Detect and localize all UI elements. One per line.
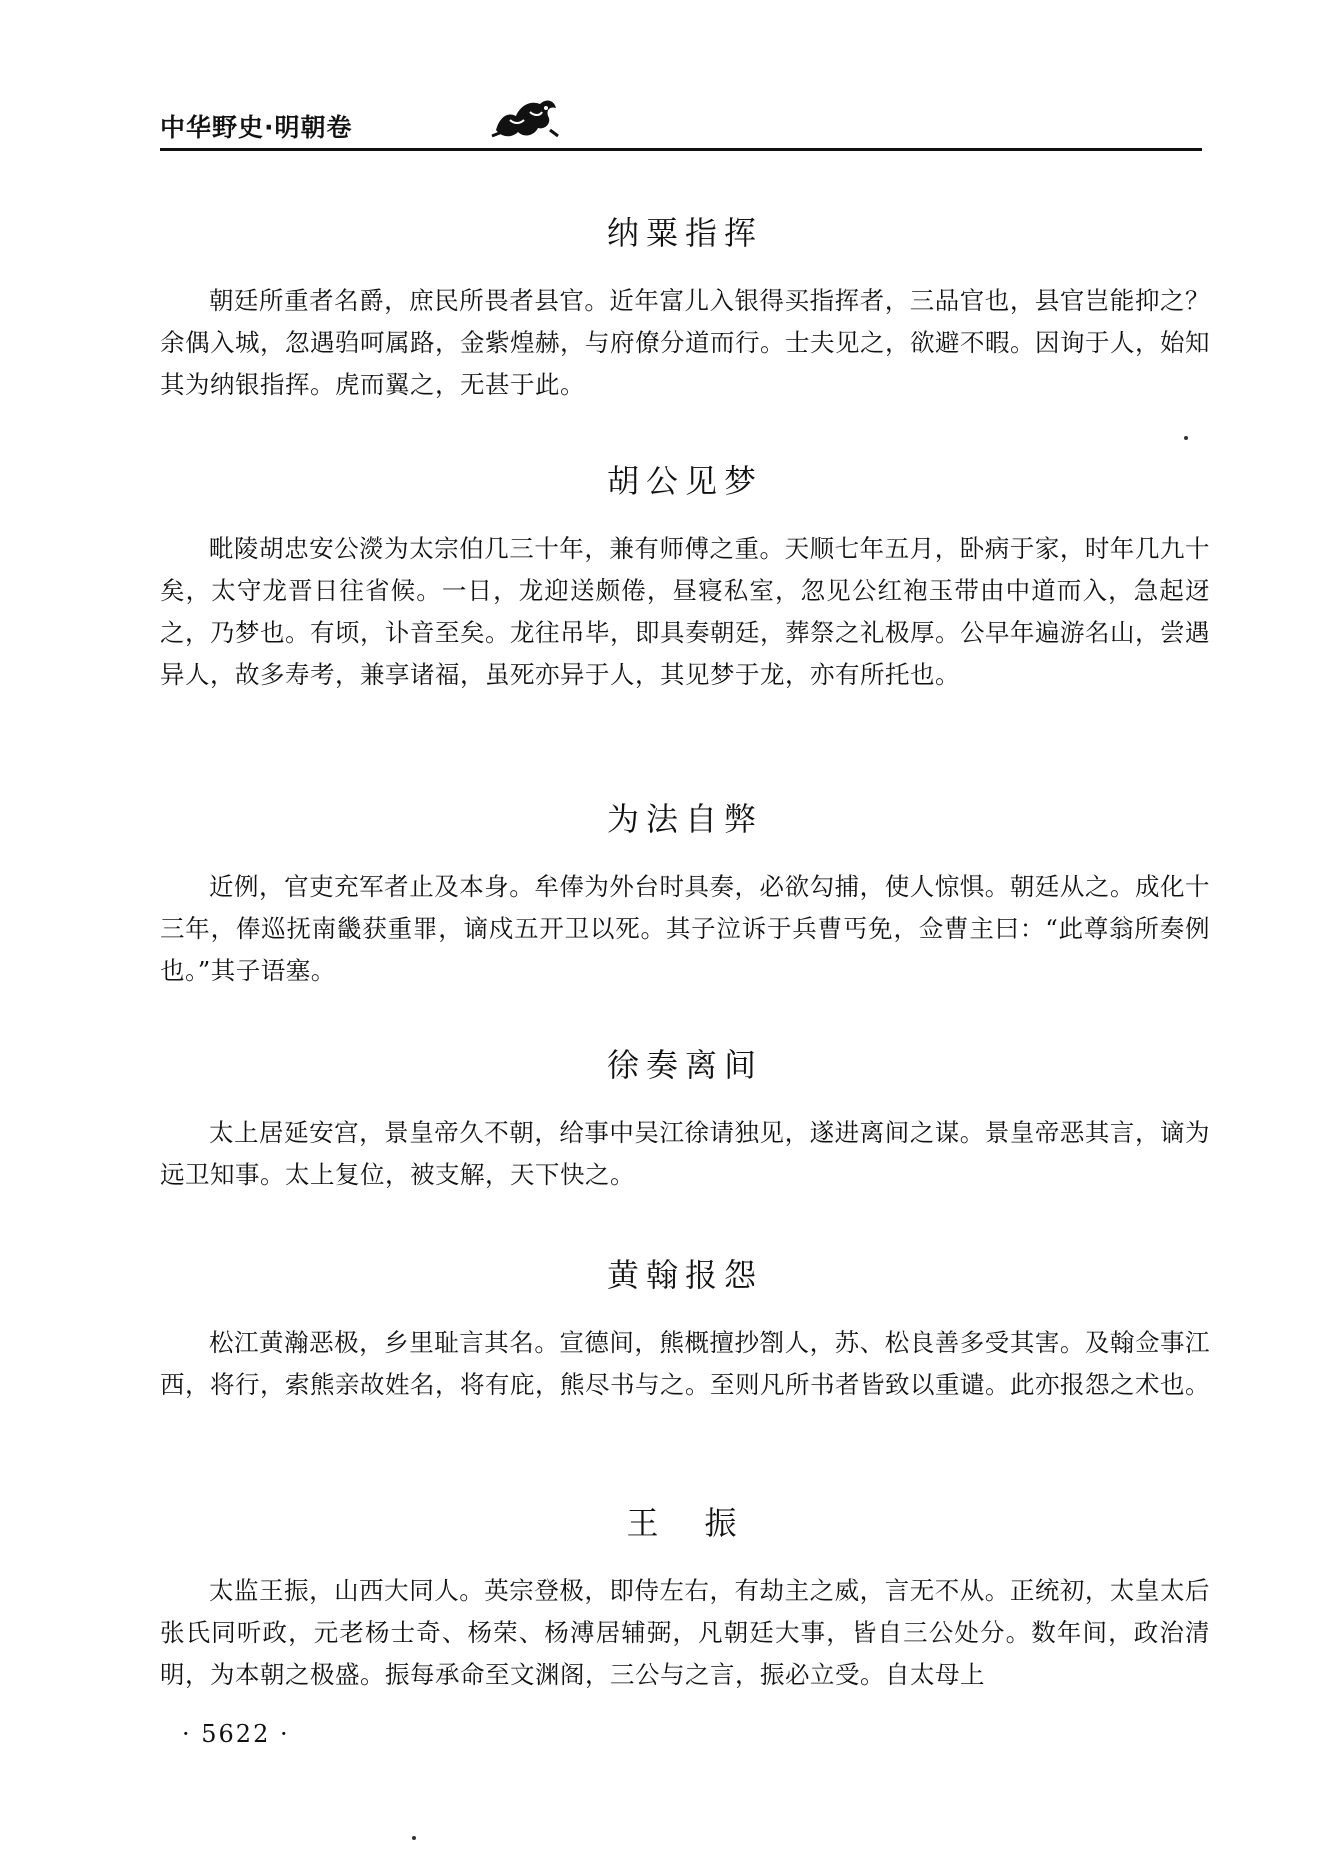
- section-paragraph: 近例，官吏充军者止及本身。牟俸为外台时具奏，必欲勾捕，使人惊惧。朝廷从之。成化十三年，俸巡抚南畿获重罪，谪戍五开卫以死。其子泣诉于兵曹丐免，佥曹主曰：“此尊翁所奏例也。”其子语塞。: [160, 872, 1210, 985]
- section-paragraph: 毗陵胡忠安公濙为太宗伯几三十年，兼有师傅之重。天顺七年五月，卧病于家，时年几九十矣，太守龙晋日往省候。一日，龙迎送颇倦，昼寝私室，忽见公红袍玉带由中道而入，急起迓之，乃梦也。有顷，讣音至矣。龙往吊毕，即具奏朝廷，葬祭之礼极厚。公早年遍游名山，尝遇异人，故多寿考，兼享诸福，虽死亦异于人，其见梦于龙，亦有所托也。: [160, 534, 1210, 689]
- section-title: 黄翰报怨: [606, 1256, 763, 1294]
- section-title: 王 振: [626, 1504, 744, 1542]
- section-1: [160, 208, 1210, 406]
- section-5: [160, 1250, 1210, 1406]
- header-rule: [160, 148, 1202, 151]
- section-paragraph: 朝廷所重者名爵，庶民所畏者县官。近年富儿入银得买指挥者，三品官也，县官岂能抑之？余偶入城，忽遇驺呵属路，金紫煌赫，与府僚分道而行。士夫见之，欲避不暇。因询于人，始知其为纳银指挥。虎而翼之，无甚于此。: [160, 286, 1210, 399]
- section-title: 为法自弊: [606, 800, 763, 838]
- scan-speck: [412, 1836, 416, 1840]
- section-4: [160, 1040, 1210, 1196]
- running-header: [160, 96, 1202, 154]
- section-paragraph: 松江黄瀚恶极，乡里耻言其名。宣德间，熊概擅抄劄人，苏、松良善多受其害。及翰佥事江西，将行，索熊亲故姓名，将有庇，熊尽书与之。至则凡所书者皆致以重谴。此亦报怨之术也。: [160, 1328, 1210, 1399]
- page-number: · 5622 ·: [182, 1720, 290, 1748]
- section-title: 胡公见梦: [606, 462, 763, 500]
- section-2: [160, 456, 1210, 696]
- book-title: 中华野史·明朝卷: [160, 113, 353, 142]
- section-3: [160, 794, 1210, 992]
- section-title: 徐奏离间: [606, 1046, 763, 1084]
- section-6: [160, 1498, 1210, 1696]
- section-paragraph: 太上居延安宫，景皇帝久不朝，给事中吴江徐请独见，遂进离间之谋。景皇帝恶其言，谪为远卫知事。太上复位，被支解，天下快之。: [160, 1118, 1210, 1189]
- dragon-emblem-icon: [490, 86, 560, 142]
- section-paragraph: 太监王振，山西大同人。英宗登极，即侍左右，有劫主之威，言无不从。正统初，太皇太后张氏同听政，元老杨士奇、杨荣、杨溥居辅弼，凡朝廷大事，皆自三公处分。数年间，政治清明，为本朝之极盛。振每承命至文渊阁，三公与之言，振必立受。自太母上: [160, 1576, 1210, 1689]
- section-title: 纳粟指挥: [606, 214, 763, 252]
- scan-speck: [1184, 436, 1188, 440]
